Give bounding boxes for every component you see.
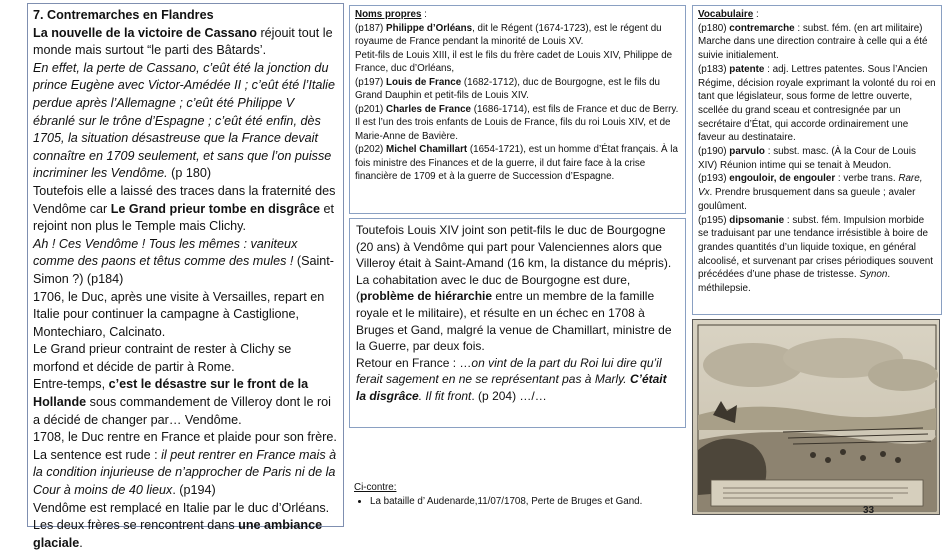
middle-text-box (349, 218, 686, 428)
paragraph-cohabitation: La cohabitation avec le duc de Bourgogne est dure, (problème de hiérarchie entre un membre de la famille royale et le militaire), et résulte en un échec en 1708 à Bruges et Gand, malgré la venue de Chamillart, ministre de la Guerre, par deux fois. (356, 272, 672, 354)
name-entry-louis: (p197) Louis de France (1682-1712), duc de Bourgogne, est le fils du Grand Dauphin et petit-fils de Louis XIV. (355, 76, 660, 101)
name-entry-philippe: (p187) Philippe d’Orléans, dit le Régent (1674-1723), est le régent du royaume de France pendant la minorité de Louis XV. (355, 22, 662, 47)
vocab-entry-contremarche: (p180) contremarche : subst. fém. (en art militaire) Marche dans une direction contraire à celle qui a été suivie initialement. (698, 22, 928, 62)
caption-title: Ci-contre: (354, 482, 397, 493)
name-entry-philippe-detail: Petit-fils de Louis XIII, il est le fils du frère cadet de Louis XIV, Philippe de France, duc d’Orléans, (355, 49, 673, 74)
paragraph-cassano: La nouvelle de la victoire de Cassano réjouit tout le monde mais surtout “le parti des Bâtards’. (33, 25, 333, 58)
vocab-entry-patente: (p183) patente : adj. Lettres patentes. Sous l’Ancien Régime, décision royale exprimant la volonté du roi en tant que législateur, sous forme de lettre ouverte, scellée du grand sceau et contresignée par un secrétaire d’État, qui accorde ordinairement une faveur au destinataire. (698, 63, 936, 144)
vocab-title: Vocabulaire : (698, 9, 759, 20)
paragraph-bourgogne: Toutefois Louis XIV joint son petit-fils le duc de Bourgogne (20 ans) à Vendôme qui part pour Valenciennes alors que Villeroy était à Saint-Amand (16 km, la distance du mépris). (356, 223, 672, 271)
caption-list (354, 495, 679, 509)
name-entry-charles: (p201) Charles de France (1686-1714), est fils de France et duc de Berry. Il est l’un des trois enfants de Louis de France, fils du roi Louis XIV, et de Marie-Anne de Bavière. (355, 103, 679, 142)
battle-engraving-image (692, 319, 940, 515)
paragraph-hollande: Entre-temps, c’est le désastre sur le front de la Hollande sous commandement de Villeroy dont le roi a décidé de changer par… Vendôme. (33, 377, 331, 427)
vocab-entry-engouloir: (p193) engouloir, de engouler : verbe trans. Rare, Vx. Prendre brusquement dans sa gueule ; avaler goulûment. (698, 173, 923, 212)
engraving-drawing (693, 320, 940, 515)
paragraph-clichy: Le Grand prieur contraint de rester à Clichy se morfond et décide de partir à Rome. (33, 342, 292, 374)
paragraph-1708: 1708, le Duc rentre en France et plaide pour son frère. La sentence est rude : il peut rentrer en France mais à la condition injurieuse de n’approcher de Paris ni de la Cour à moins de 40 lieux. (p194) (33, 430, 337, 498)
paragraph-retour: Retour en France : …on vint de la part du Roi lui dire qu’il ferait sagement en ne se représentant pas à Marly. C’était la disgrâce. Il fit front. (p 204) …/… (356, 355, 667, 403)
proper-names-box (349, 5, 686, 214)
paragraph-orleans: Vendôme est remplacé en Italie par le duc d’Orléans. Les deux frères se rencontrent dans une ambiance glaciale. (33, 500, 330, 550)
caption-item: • La bataille d’ Audenarde,11/07/1708, Perte de Bruges et Gand. (370, 495, 679, 509)
paragraph-1706: 1706, le Duc, après une visite à Versailles, repart en Italie pour continuer la campagne à Castiglione, Montechiaro, Calcinato. (33, 289, 325, 339)
vocab-entry-dipsomanie: (p195) dipsomanie : subst. fém. Impulsion morbide se traduisant par une tendance irrésistible à boire de grandes quantités d’un liquide toxique, en général alcoolisé, et survenant par crises périodiques souvent précédées d’une phase de tristesse. Synon. méthilepsie. (698, 214, 933, 295)
left-text-box (27, 3, 344, 550)
name-entry-chamillart: (p202) Michel Chamillart (1654-1721), est un homme d’État français. À la fois ministre des Finances et de la guerre, il dut faire face à la crise financière de 1709 et à la guerre de Succession d’Espagne. (355, 144, 678, 182)
paragraph-saint-simon-quote: Ah ! Ces Vendôme ! Tous les mêmes : vaniteux comme des paons et têtus comme des mules ! (Saint-Simon ?) (p184) (33, 236, 334, 286)
paragraph-grand-prieur: Toutefois elle a laissé des traces dans la fraternité des Vendôme car Le Grand prieur tombe en disgrâce et rejoint non plus le Temple mais Clichy. (33, 183, 336, 234)
vocab-entry-parvulo: (p190) parvulo : subst. masc. (À la Cour de Louis XIV) Réunion intime qui se tenait à Meudon. (698, 146, 916, 171)
vocabulary-box (692, 5, 942, 315)
image-caption (354, 481, 679, 508)
paragraph-quote-cassano: En effet, la perte de Cassano, c’eût été la jonction du prince Eugène avec Victor-Amédée II ; c’eût été l’Italie perdue après l’Allemagne ; c’eût été Philippe V ébranlé sur le trône d’Espagne ; c’eût été enfin, dès 1705, la situation désastreuse que la France devait connaître en 1709 seulement, et sans que l’on puisse incriminer les Vendôme. (p 180) (33, 60, 335, 181)
page-number: 33 (863, 505, 875, 516)
names-title: Noms propres : (355, 9, 427, 20)
section-heading: 7. Contremarches en Flandres (33, 8, 214, 22)
